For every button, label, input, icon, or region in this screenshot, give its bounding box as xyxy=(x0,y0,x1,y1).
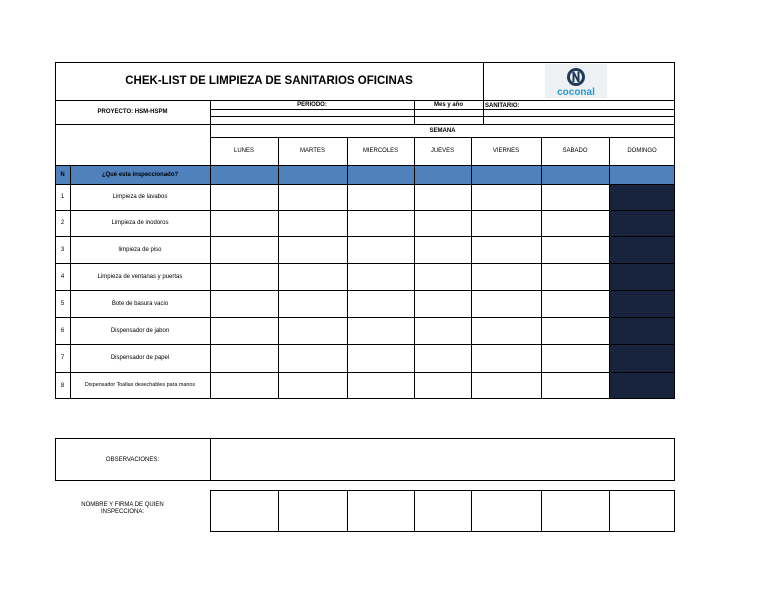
row-number: 2 xyxy=(60,220,65,226)
row-number: 7 xyxy=(60,355,65,361)
row-item: Dispensador Toallas desechables para manos xyxy=(84,381,196,388)
day-header-sabado: SABADO xyxy=(562,148,588,154)
row-number: 5 xyxy=(60,300,65,307)
row-number: 1 xyxy=(60,194,65,200)
row-item: Limpieza de ventanas y puertas xyxy=(97,273,183,280)
project-label: PROYECTO: HSM-HSPM xyxy=(97,109,168,115)
firma-label-line2: INSPECCIONA: xyxy=(100,509,144,516)
column-header-question: ¿Qué esta inspeccionado? xyxy=(101,171,179,178)
row-item: limpieza de piso xyxy=(118,246,162,253)
semana-label: SEMANA xyxy=(429,127,456,134)
coconal-logo xyxy=(545,64,607,98)
row-number: 8 xyxy=(60,382,65,389)
day-header-martes: MARTES xyxy=(300,148,325,154)
row-item: Bote de basura vacio xyxy=(111,300,169,307)
day-header-miercoles: MIERCOLES xyxy=(362,148,399,154)
row-number: 4 xyxy=(60,273,65,280)
row-number: 3 xyxy=(60,246,65,253)
row-item: Limpieza de inodoros xyxy=(111,220,169,226)
day-header-lunes: LUNES xyxy=(233,148,254,154)
day-header-viernes: VIERNES xyxy=(492,148,520,154)
row-number: 6 xyxy=(60,327,65,334)
row-item: Dispensador de papel xyxy=(110,355,170,361)
observaciones-field[interactable] xyxy=(211,439,674,480)
firma-label-line1: NOMBRE Y FIRMA DE QUIEN xyxy=(81,502,164,508)
row-item: Dispensador de jabon xyxy=(110,327,170,334)
day-header-domingo: DOMINGO xyxy=(627,148,657,154)
sanitario-label: SANITARIO: xyxy=(485,102,520,109)
logo-wordmark: coconal xyxy=(557,86,595,98)
observaciones-label: OBSERVACIONES: xyxy=(105,456,160,463)
firma-label xyxy=(55,502,190,516)
column-header-n: N xyxy=(60,171,65,178)
row-item: Limpieza de lavabos xyxy=(112,194,168,200)
day-header-jueves: JUEVES xyxy=(430,148,455,154)
mes-ano-label: Mes y año xyxy=(433,101,463,108)
periodo-label: PERIODO: xyxy=(297,101,327,108)
page-title: CHEK-LIST DE LIMPIEZA DE SANITARIOS OFICINAS xyxy=(125,75,413,87)
